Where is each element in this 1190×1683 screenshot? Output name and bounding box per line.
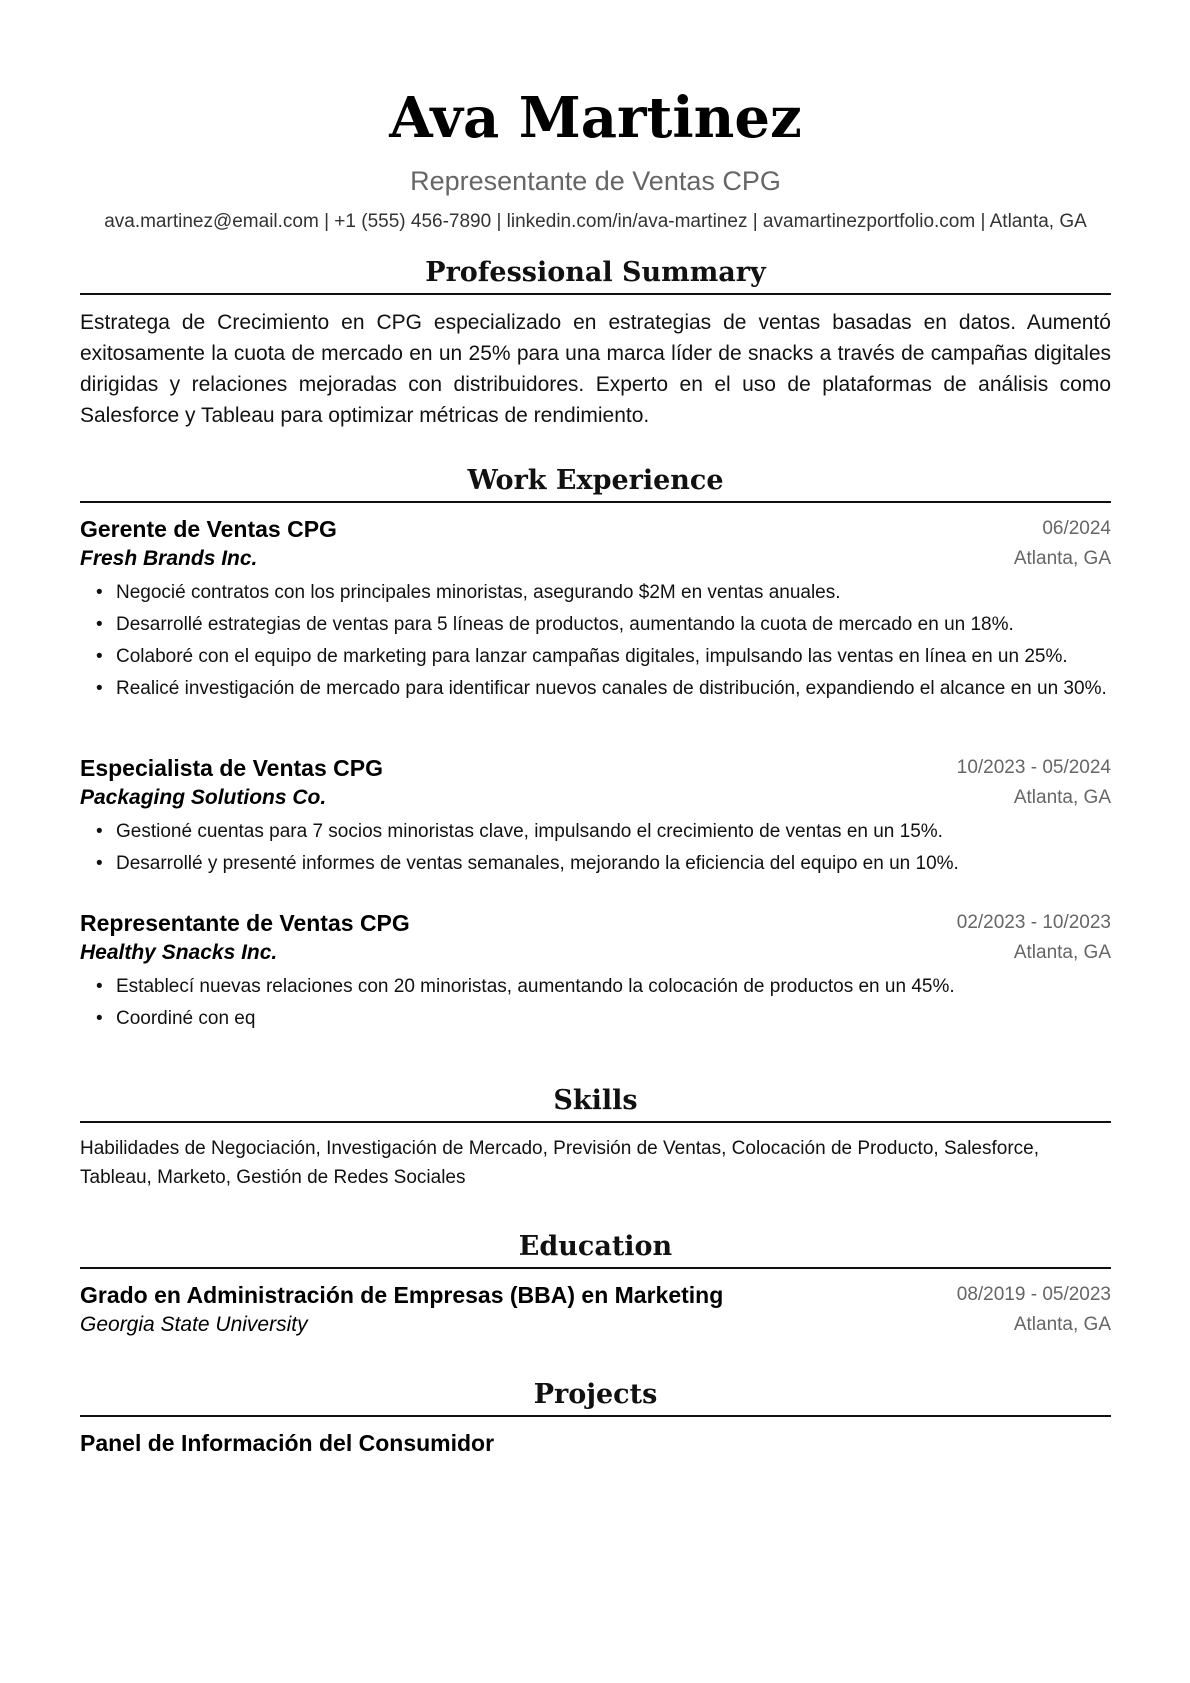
resume-page bbox=[80, 0, 1111, 1683]
education-degree: Grado en Administración de Empresas (BBA) en Marketing bbox=[80, 1282, 724, 1308]
job-title: Representante de Ventas CPG bbox=[80, 910, 410, 936]
job-bullets bbox=[80, 819, 1111, 877]
job-entry bbox=[80, 908, 1111, 1038]
job-bullets bbox=[80, 974, 1111, 1032]
job-location: Atlanta, GA bbox=[1013, 942, 1111, 963]
candidate-role: Representante de Ventas CPG bbox=[410, 166, 781, 196]
list-item: • Realicé investigación de mercado para identificar nuevos canales de distribución, expandiendo el alcance en un 30%. bbox=[116, 676, 1111, 702]
education-location: Atlanta, GA bbox=[1013, 1314, 1111, 1335]
job-title: Gerente de Ventas CPG bbox=[80, 516, 337, 542]
job-bullets bbox=[80, 580, 1111, 702]
job-date: 10/2023 - 05/2024 bbox=[956, 757, 1111, 778]
job-location: Atlanta, GA bbox=[1013, 787, 1111, 808]
section-title-skills: Skills bbox=[553, 1085, 638, 1116]
candidate-name: Ava Martinez bbox=[389, 85, 802, 151]
section-title-experience: Work Experience bbox=[467, 465, 724, 496]
job-company: Fresh Brands Inc. bbox=[80, 547, 258, 570]
job-entry bbox=[80, 514, 1111, 708]
list-item: • Desarrollé y presenté informes de ventas semanales, mejorando la eficiencia del equipo en un 10%. bbox=[116, 851, 1111, 877]
list-item: • Establecí nuevas relaciones con 20 minoristas, aumentando la colocación de productos en un 45%. bbox=[116, 974, 1111, 1000]
section-divider bbox=[80, 1121, 1111, 1123]
section-title-summary: Professional Summary bbox=[425, 257, 766, 288]
job-date: 06/2024 bbox=[1042, 518, 1111, 539]
section-divider bbox=[80, 501, 1111, 503]
education-school: Georgia State University bbox=[80, 1313, 308, 1336]
list-item: • Negocié contratos con los principales minoristas, asegurando $2M en ventas anuales. bbox=[116, 580, 1111, 606]
job-company: Packaging Solutions Co. bbox=[80, 786, 327, 809]
project-title: Panel de Información del Consumidor bbox=[80, 1430, 495, 1456]
summary-text: Estratega de Crecimiento en CPG especializado en estrategias de ventas basadas en datos. Aumentó exitosamente la cuota de mercado en un 25% para una marca líder de snacks a través de campañas digitales dirigidas y relaciones mejoradas con distribuidores. Experto en el uso de plataformas de análisis como Salesforce y Tableau para optimizar métricas de rendimiento. bbox=[80, 311, 1111, 427]
job-entry bbox=[80, 753, 1111, 883]
job-date: 02/2023 - 10/2023 bbox=[956, 912, 1111, 933]
section-divider bbox=[80, 1415, 1111, 1417]
contact-line: ava.martinez@email.com | +1 (555) 456-7890 | linkedin.com/in/ava-martinez | avamartinezportfolio.com | Atlanta, GA bbox=[104, 211, 1087, 232]
list-item: • Colaboré con el equipo de marketing para lanzar campañas digitales, impulsando las ventas en línea en un 25%. bbox=[116, 644, 1111, 670]
education-entry bbox=[80, 1280, 1111, 1340]
job-title: Especialista de Ventas CPG bbox=[80, 755, 383, 781]
section-title-projects: Projects bbox=[533, 1379, 658, 1410]
skills-text: Habilidades de Negociación, Investigación de Mercado, Previsión de Ventas, Colocación de Producto, Salesforce, Tableau, Marketo, Gestión de Redes Sociales bbox=[80, 1138, 1040, 1188]
section-divider bbox=[80, 1267, 1111, 1269]
job-company: Healthy Snacks Inc. bbox=[80, 941, 278, 964]
project-entry bbox=[80, 1428, 1111, 1458]
list-item: • Desarrollé estrategias de ventas para 5 líneas de productos, aumentando la cuota de mercado en un 18%. bbox=[116, 612, 1111, 638]
section-divider bbox=[80, 293, 1111, 295]
list-item: • Coordiné con eq bbox=[116, 1006, 1111, 1032]
education-date: 08/2019 - 05/2023 bbox=[956, 1284, 1111, 1305]
section-title-education: Education bbox=[518, 1231, 673, 1262]
job-location: Atlanta, GA bbox=[1013, 548, 1111, 569]
list-item: • Gestioné cuentas para 7 socios minoristas clave, impulsando el crecimiento de ventas en un 15%. bbox=[116, 819, 1111, 845]
